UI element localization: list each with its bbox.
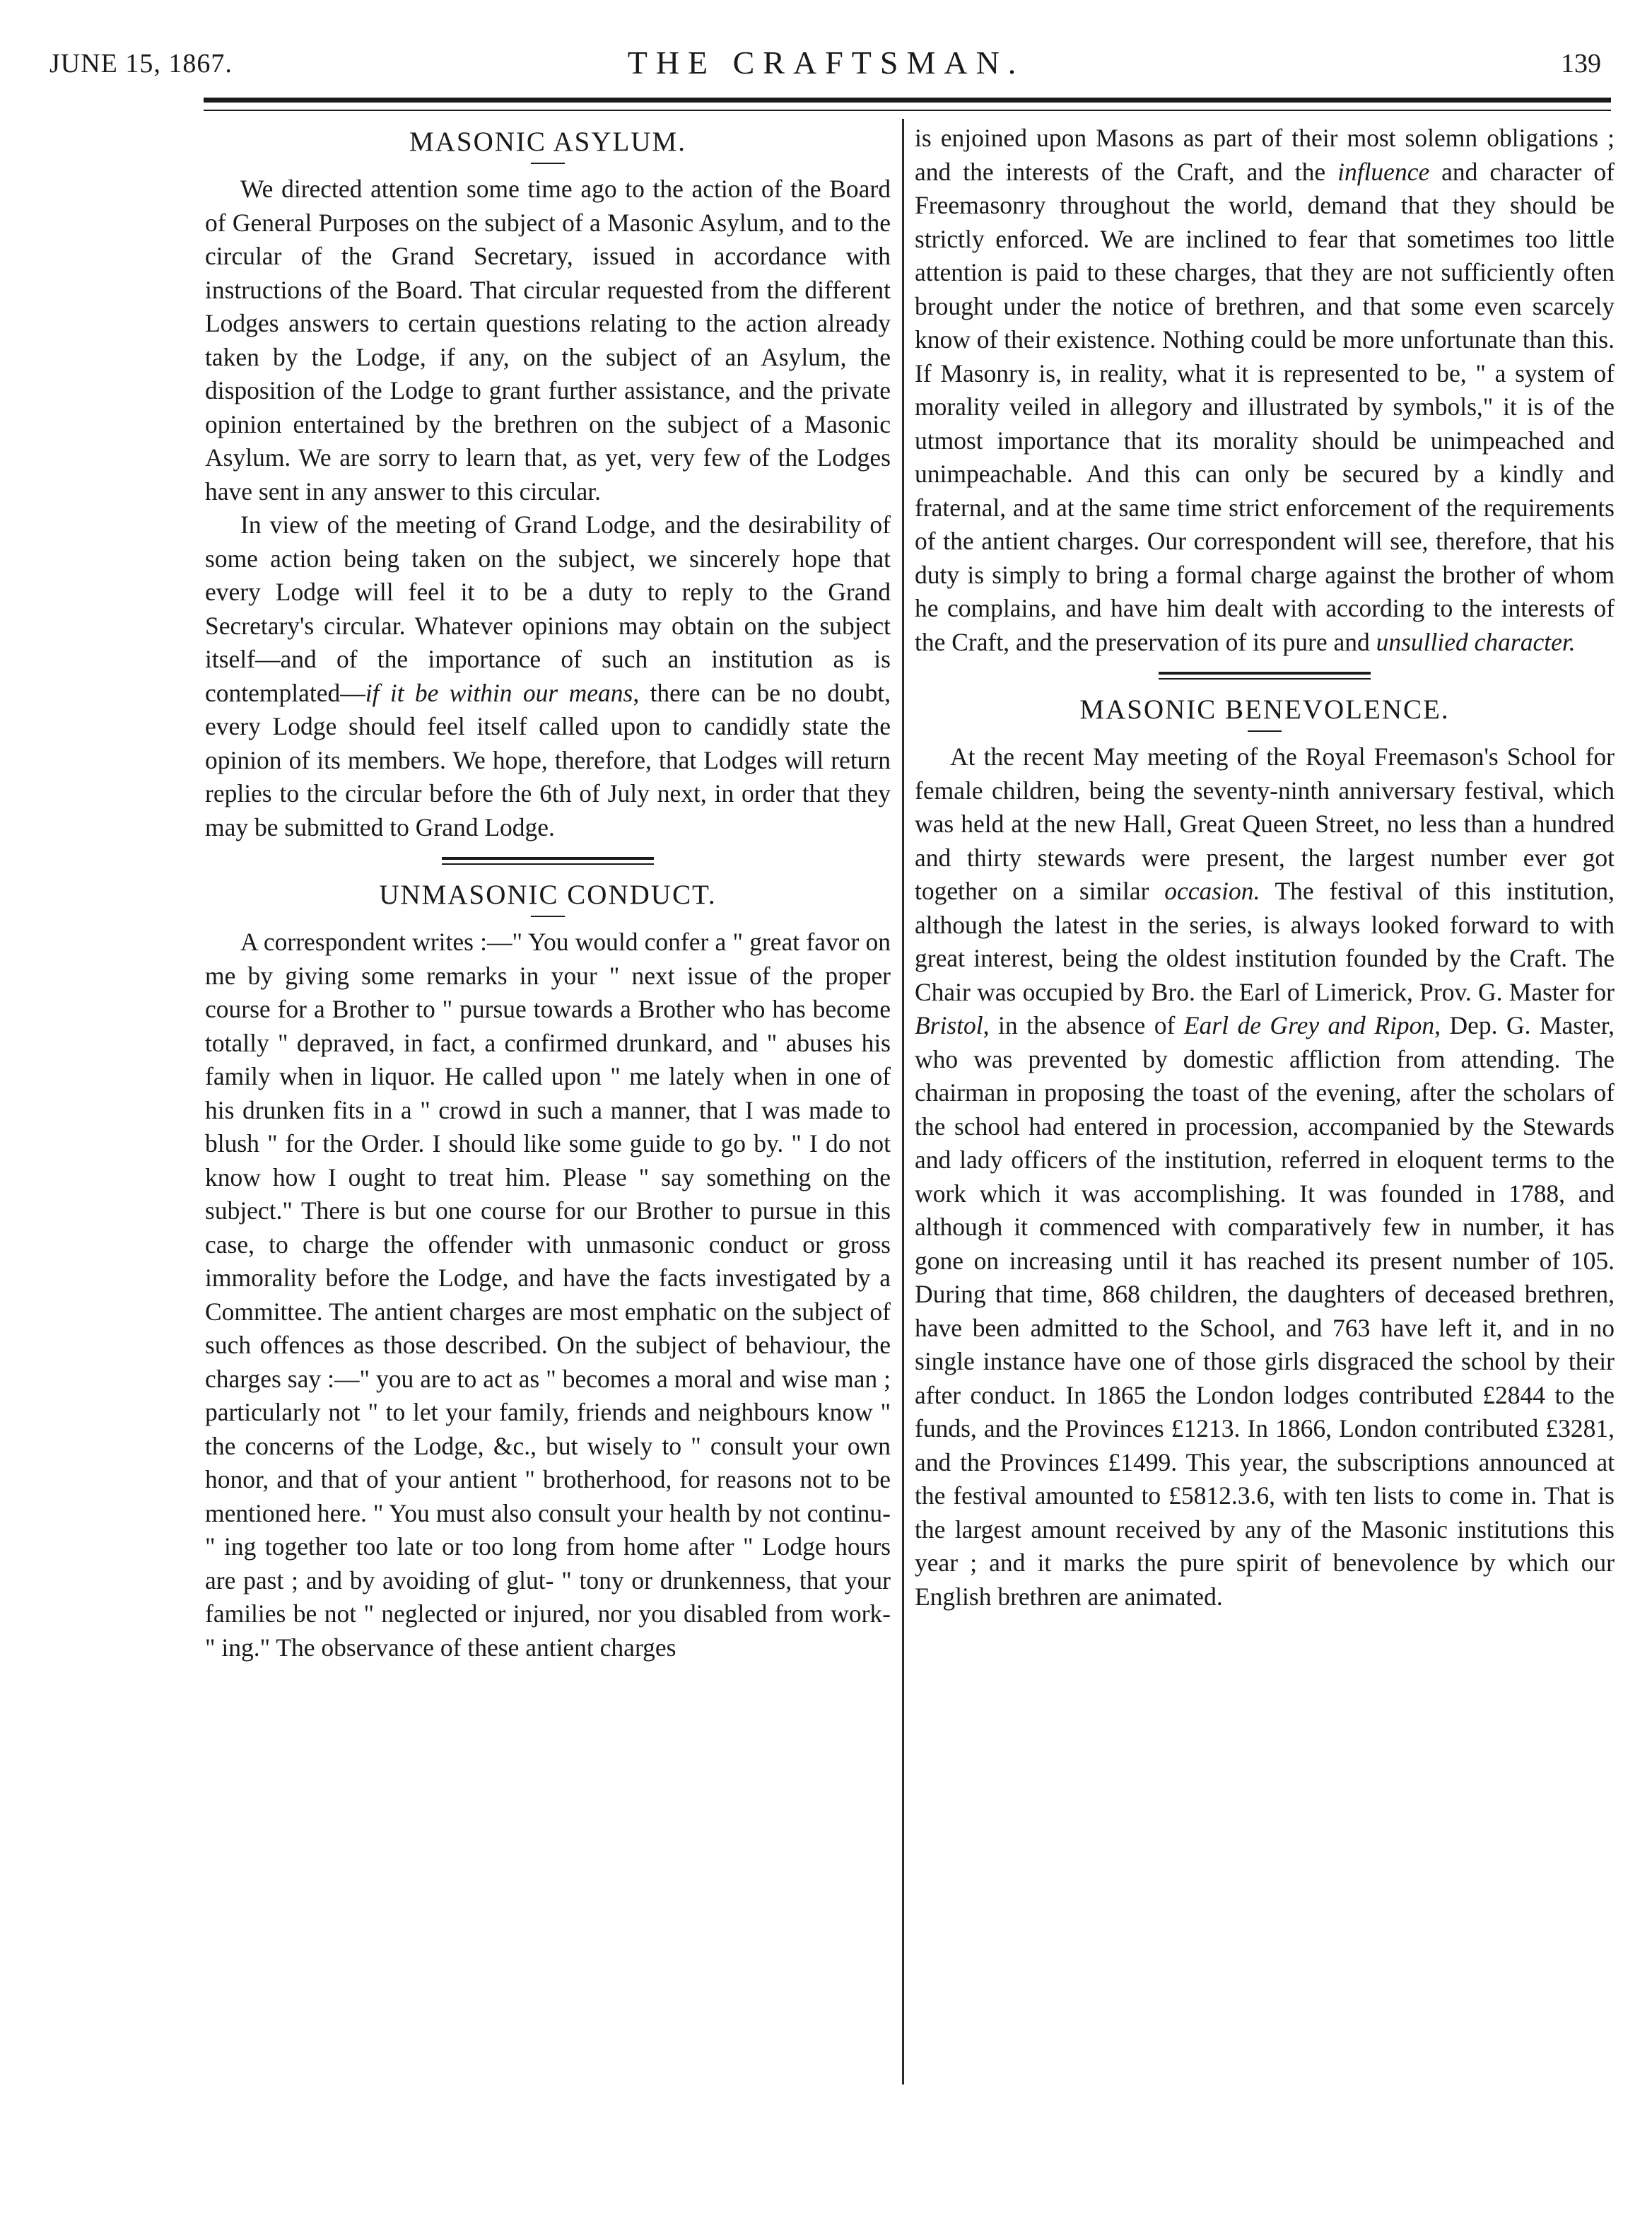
header-rule-thick — [204, 98, 1611, 103]
benevolence-italic-3: Earl de Grey and Ripon — [1183, 1011, 1435, 1039]
unmasonic-cont-italic-2: unsullied character. — [1376, 627, 1576, 656]
asylum-paragraph-2 — [205, 508, 891, 844]
article-title-masonic-asylum: MASONIC ASYLUM. — [409, 127, 686, 157]
title-rule — [531, 916, 565, 917]
asylum-p2-text-b: , there can be no doubt, every Lodge should feel itself called upon to candidly state the opinion of its members. We hope, therefore, that Lodges will return replies to the circular before the 6th of July next, in order that they may be submitted to Grand Lodge. — [205, 678, 891, 841]
running-head — [41, 44, 1611, 86]
asylum-p2-text-a: In view of the meeting of Grand Lodge, and the desirability of some action being taken on the subject, we sincerely hope that every Lodge will feel it to be a duty to reply to the Grand Secretary's circular. Whatever opinions may obtain on the subject itself—and of the importance of such an institution as is contemplated— — [205, 511, 891, 707]
header-rule-thin — [204, 110, 1611, 111]
benevolence-italic-1: occasion. — [1164, 877, 1260, 905]
unmasonic-cont-text-b: and character of Freemasonry throughout the world, demand that they should be strictly enforced. We are inclined to fear that sometimes too little attention is paid to these charges, that they are not sufficiently often brought under the notice of brethren, and that some even scarcely know of their existence. Nothing could be more unfortunate than this. If Masonry is, in reality, what it is represented to be, " a system of morality veiled in allegory and illustrated by symbols," it is of the utmost importance that its morality should be unimpeached and unimpeachable. And this can only be secured by a kindly and fraternal, and at the same time strict enforcement of the requirements of the antient charges. Our correspondent will see, therefore, that his duty is simply to bring a formal charge against the brother of whom he complains, and have him dealt with according to the interests of the Craft, and the preservation of its pure and — [915, 157, 1615, 656]
issue-date: JUNE 15, 1867. — [49, 49, 233, 78]
unmasonic-cont-italic-1: influence — [1337, 157, 1430, 186]
unmasonic-paragraph-1: A correspondent writes :—" You would confer a " great favor on me by giving some remarks in your " next issue of the proper course for a Brother to " pursue towards a Brother who has become totally " depraved, in fact, a confirmed drunkard, and " abuses his family when in liquor. He called upon " me lately when in one of his drunken fits in a " crowd in such a manner, that I was made to blush " for the Order. I should like some guide to go by. " I do not know how I ought to treat him. Please " say something on the subject." There is but one course for our Brother to pursue in this case, to charge the offender with unmasonic conduct or gross immorality before the Lodge, and have the facts investigated by a Committee. The antient charges are most emphatic on the subject of such offences as those described. On the subject of behaviour, the charges say :—" you are to act as " becomes a moral and wise man ; particularly not " to let your family, friends and neighbours know " the concerns of the Lodge, &c., but wisely to " consult your own honor, and that of your antient " brotherhood, for reasons not to be mentioned here. " You must also consult your health by not continu- " ing together too late or too long from home after " Lodge hours are past ; and by avoiding of glut- " tony or drunkenness, that your families be not " neglected or injured, nor you disabled from work- " ing." The observance of these antient charges — [205, 928, 891, 1662]
article-title-masonic-benevolence: MASONIC BENEVOLENCE. — [1079, 694, 1450, 725]
section-separator — [205, 857, 891, 865]
benevolence-paragraph-1 — [915, 740, 1615, 1614]
benevolence-text-c: , in the absence of — [983, 1011, 1184, 1039]
benevolence-text-a: At the recent May meeting of the Royal Freemason's School for female children, being the seventy-ninth anniversary festival, which was held at the new Hall, Great Queen Street, no less than a hundred and thirty stewards were present, the largest number ever got together on a similar — [915, 742, 1615, 905]
column-divider — [902, 119, 904, 2085]
article-title-unmasonic-conduct: UNMASONIC CONDUCT. — [379, 880, 717, 910]
section-separator — [915, 672, 1615, 680]
unmasonic-cont-text-a: is enjoined upon Masons as part of their most solemn obligations ; and the interests of the Craft, and the — [915, 124, 1615, 186]
benevolence-text-d: , Dep. G. Master, who was prevented by domestic affliction from attending. The chairman in proposing the toast of the evening, after the scholars of the school had entered in procession, accompanied by the Stewards and lady officers of the institution, referred in eloquent terms to the work which it was accomplishing. It was founded in 1788, and although it commenced with comparatively few in number, it has gone on increasing until it has reached its present number of 105. During that time, 868 children, the daughters of deceased brethren, have been admitted to the School, and 763 have left it, and in no single instance have one of those girls disgraced the school by their after conduct. In 1865 the London lodges contributed £2844 to the funds, and the Provinces £1213. In 1866, London contributed £3281, and the Provinces £1499. This year, the subscriptions announced at the festival amounted to £5812.3.6, with ten lists to come in. That is the largest amount received by any of the Masonic institutions this year ; and it marks the pure spirit of benevolence by which our English brethren are animated. — [915, 1011, 1615, 1611]
page-number: 139 — [1561, 49, 1601, 78]
title-rule — [1248, 730, 1282, 732]
publication-title: THE CRAFTSMAN. — [627, 45, 1025, 81]
title-rule — [531, 163, 565, 164]
asylum-p2-italic: if it be within our means — [365, 678, 633, 707]
asylum-paragraph-1: We directed attention some time ago to the action of the Board of General Purposes on the subject of a Masonic Asylum, and to the circular of the Grand Secretary, issued in accordance with instructions of the Board. That circular requested from the different Lodges answers to certain questions relating to the action already taken by the Lodge, if any, on the subject of an Asylum, the disposition of the Lodge to grant further assistance, and the private opinion entertained by the brethren on the subject of a Masonic Asylum. We are sorry to learn that, as yet, very few of the Lodges have sent in any answer to this circular. — [205, 175, 891, 506]
benevolence-text-b: The festival of this institution, although the latest in the series, is always looked forward to with great interest, being the oldest institution founded by the Craft. The Chair was occupied by Bro. the Earl of Limerick, Prov. G. Master for — [915, 877, 1615, 1006]
benevolence-italic-2: Bristol — [915, 1011, 983, 1039]
left-column — [205, 122, 891, 1664]
unmasonic-continuation — [915, 122, 1615, 659]
right-column — [915, 122, 1615, 1614]
